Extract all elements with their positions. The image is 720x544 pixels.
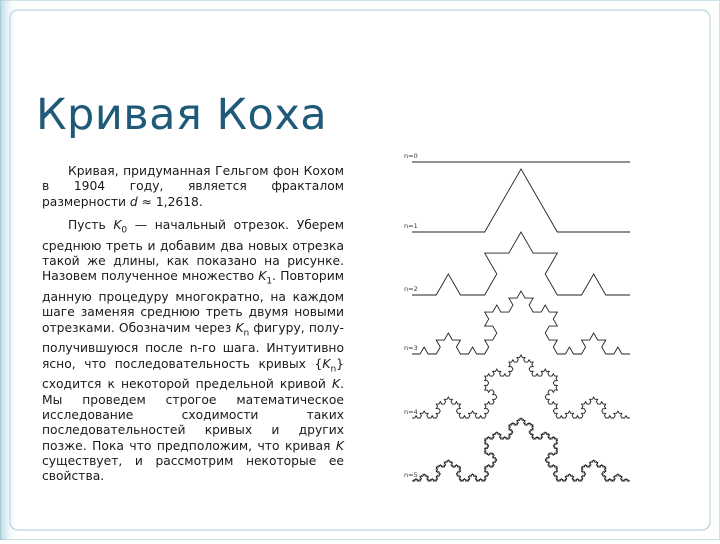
koch-curve-level-4 (412, 355, 630, 418)
text-run: Кривая, придуманная Гельгом фон Кохом в 1904 году, является фракталом размерности (42, 164, 344, 209)
level-label: n=3 (404, 344, 418, 352)
text-run: фигуру, полу- получившуюся после n-го шага. Интуитивно ясно, что последовательность кривых { (42, 320, 344, 371)
text-run: существует, и рассмотрим некоторые ее свойства. (42, 453, 344, 484)
text-run: ≈ 1,2618. (137, 194, 203, 209)
text-run: } сходится к некоторой предельной кривой (42, 356, 344, 392)
text-run: n (330, 364, 337, 375)
text-run: . Мы проведем строгое математическое исследование сходимости таких последовательностей кривых и других позже. Пока что предположим, что кривая (42, 377, 344, 453)
level-label: n=5 (404, 471, 418, 479)
text-run: — начальный отрезок. Уберем среднюю треть и добавим два новых отрезка такой же длины, как показано на рисунке. Назовем полученное множество (42, 217, 344, 284)
koch-figure (402, 148, 634, 500)
text-run: K (332, 377, 341, 392)
koch-curve-stages (402, 148, 634, 500)
level-label: n=0 (404, 152, 418, 160)
koch-curve-level-1 (412, 169, 630, 232)
koch-curve-level-2 (412, 232, 630, 295)
text-run: K (335, 438, 344, 453)
paragraph-intro (42, 164, 344, 210)
slide-title: Кривая Коха (36, 90, 328, 140)
text-run: K (322, 356, 331, 371)
text-run: 1 (266, 276, 273, 287)
text-run: Пусть (68, 217, 114, 232)
level-label: n=1 (404, 222, 418, 230)
level-label: n=2 (404, 285, 418, 293)
text-run: . Повторим данную процедуру многократно, на каждом шаге заменяя среднюю треть двумя новыми отрезками. Обозначим через (42, 269, 344, 335)
slide-body (42, 164, 344, 484)
text-run: n (243, 328, 250, 339)
text-run: d (129, 194, 138, 209)
level-label: n=4 (404, 408, 418, 416)
koch-curve-level-5 (412, 418, 630, 481)
paragraph-construction (42, 218, 344, 485)
text-run: 0 (121, 225, 128, 236)
text-run: K (258, 269, 267, 284)
text-run: K (235, 320, 244, 335)
text-run: K (113, 217, 122, 232)
koch-curve-level-3 (412, 291, 630, 354)
